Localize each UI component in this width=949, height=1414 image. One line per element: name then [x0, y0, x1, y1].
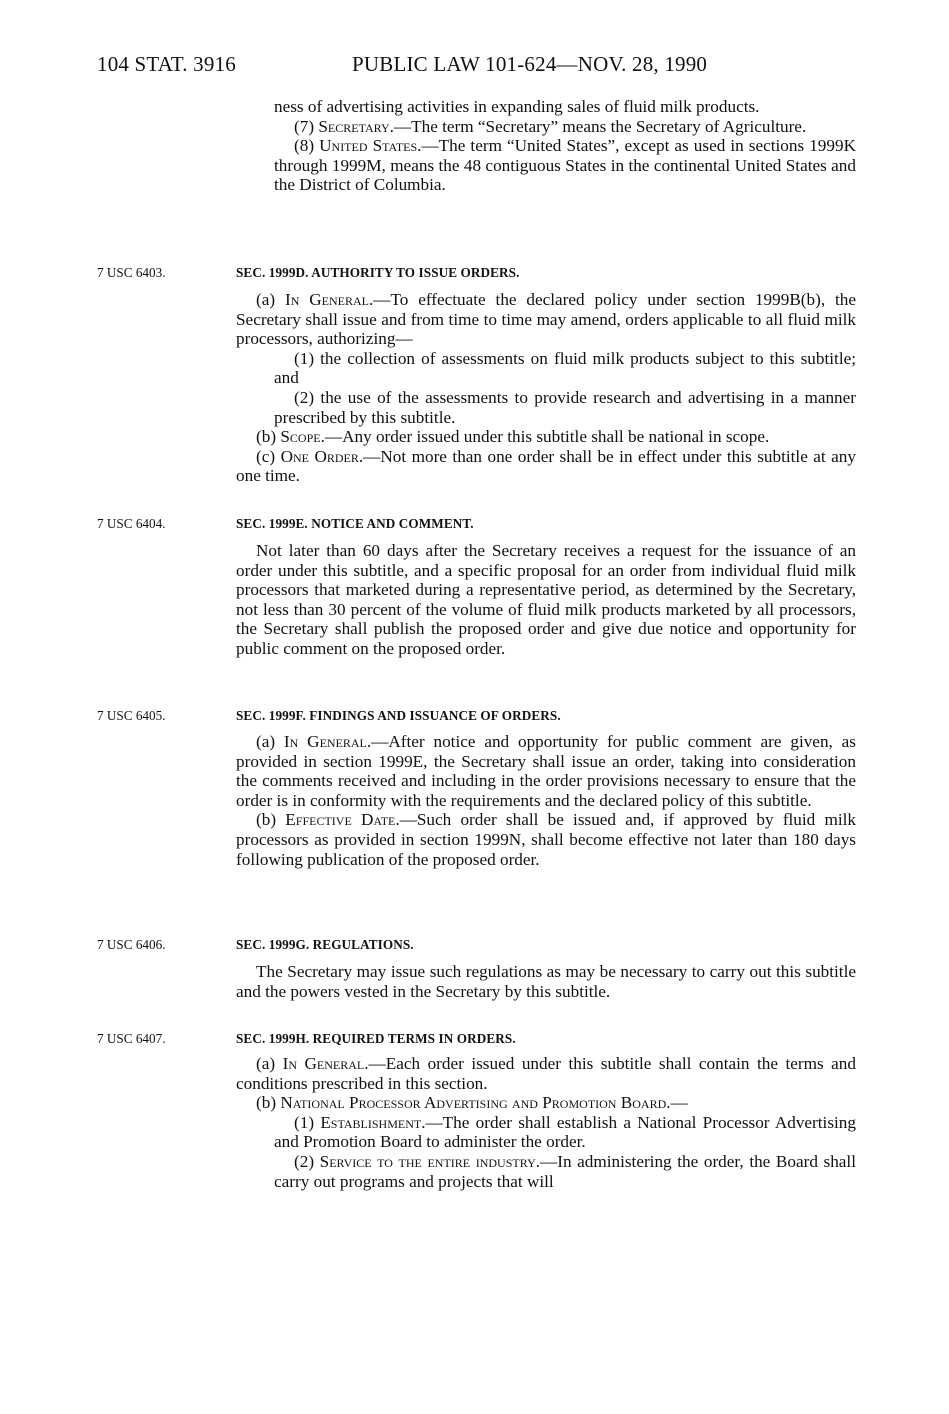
subsection-a: (a) In General.—Each order issued under this subtitle shall contain the terms and conditions prescribed in this section.	[236, 1054, 856, 1093]
subsection-a: (a) In General.—To effectuate the declared policy under section 1999B(b), the Secretary shall issue and from time to time may amend, orders applicable to all fluid milk processors, authorizing—	[236, 290, 856, 349]
stat-citation: 104 STAT. 3916	[97, 52, 236, 76]
definition-7: (7) Secretary.—The term “Secretary” means the Secretary of Agriculture.	[294, 116, 807, 136]
paragraph-a1: (1) the collection of assessments on fluid milk products subject to this subtitle; and	[274, 348, 856, 388]
section-body-1999f	[236, 732, 856, 869]
section-heading-1999d: SEC. 1999D. AUTHORITY TO ISSUE ORDERS.	[236, 265, 520, 280]
subsection-c: (c) One Order.—Not more than one order shall be in effect under this subtitle at any one time.	[236, 446, 856, 486]
margin-citation-6407: 7 USC 6407.	[97, 1031, 166, 1046]
margin-citation-6405: 7 USC 6405.	[97, 708, 166, 723]
section-heading-1999f: SEC. 1999F. FINDINGS AND ISSUANCE OF ORDERS.	[236, 708, 561, 723]
margin-citation-6403: 7 USC 6403.	[97, 265, 166, 280]
regulations-paragraph: The Secretary may issue such regulations as may be necessary to carry out this subtitle and the powers vested in the Secretary by this subtitle.	[236, 962, 856, 1001]
section-body-1999g	[236, 962, 856, 1001]
section-body-1999d	[236, 290, 856, 486]
section-body-1999e	[236, 541, 856, 659]
definitions-continued	[274, 97, 856, 195]
paragraph-b1: (1) Establishment.—The order shall establish a National Processor Advertising and Promotion Board to administer the order.	[274, 1112, 856, 1152]
subsection-b: (b) Scope.—Any order issued under this subtitle shall be national in scope.	[256, 427, 770, 447]
definition-8: (8) United States.—The term “United States”, except as used in sections 1999K through 1999M, means the 48 contiguous States in the continental United States and the District of Columbia.	[274, 136, 856, 195]
subsection-b: (b) Effective Date.—Such order shall be issued and, if approved by fluid milk processors as provided in section 1999N, shall become effective not later than 180 days following publication of the proposed order.	[236, 810, 856, 869]
margin-citation-6406: 7 USC 6406.	[97, 937, 166, 952]
term-secretary: Secretary	[318, 116, 390, 136]
notice-paragraph: Not later than 60 days after the Secretary receives a request for the issuance of an order under this subtitle, and a specific proposal for an order from individual fluid milk processors that marketed during a representative period, as determined by the Secretary, not less than 30 percent of the volume of fluid milk products marketed by all processors, the Secretary shall publish the proposed order and give due notice and opportunity for public comment on the proposed order.	[236, 541, 856, 658]
subsection-b: (b) National Processor Advertising and Promotion Board.—	[256, 1093, 688, 1113]
paragraph-a2: (2) the use of the assessments to provide research and advertising in a manner prescribed by this subtitle.	[274, 387, 856, 427]
term-united-states: United States	[319, 136, 418, 156]
subsection-a: (a) In General.—After notice and opportunity for public comment are given, as provided in section 1999E, the Secretary shall issue an order, taking into consideration the comments received and including in the order provisions necessary to ensure that the order is in conformity with the requirements and the declared policy of this subtitle.	[236, 732, 856, 810]
margin-citation-6404: 7 USC 6404.	[97, 516, 166, 531]
section-body-1999h	[236, 1054, 856, 1191]
section-heading-1999g: SEC. 1999G. REGULATIONS.	[236, 937, 414, 952]
section-heading-1999e: SEC. 1999E. NOTICE AND COMMENT.	[236, 516, 474, 531]
running-header: PUBLIC LAW 101-624—NOV. 28, 1990	[352, 52, 708, 76]
continued-paragraph: ness of advertising activities in expanding sales of fluid milk products.	[274, 97, 760, 116]
paragraph-b2: (2) Service to the entire industry.—In administering the order, the Board shall carry out programs and projects that will	[274, 1151, 856, 1191]
section-heading-1999h: SEC. 1999H. REQUIRED TERMS IN ORDERS.	[236, 1031, 516, 1046]
